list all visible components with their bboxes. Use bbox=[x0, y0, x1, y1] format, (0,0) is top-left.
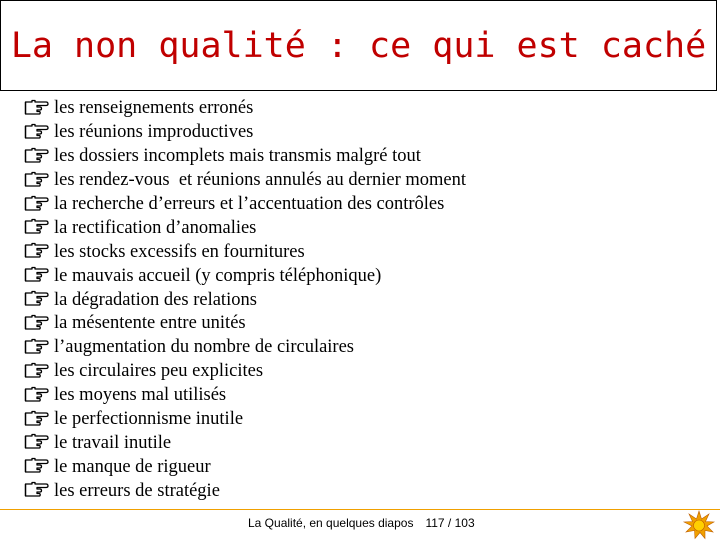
list-item bbox=[24, 193, 466, 217]
footer bbox=[248, 516, 475, 530]
pointing-hand-icon bbox=[24, 99, 54, 119]
list-item bbox=[24, 97, 466, 121]
pointing-hand-icon bbox=[24, 171, 54, 191]
list-item bbox=[24, 240, 466, 264]
list-item bbox=[24, 479, 466, 503]
list-item-text: les renseignements erronés bbox=[54, 98, 254, 119]
list-item-text: la rectification d’anomalies bbox=[54, 217, 257, 238]
pointing-hand-icon bbox=[24, 290, 54, 310]
list-item bbox=[24, 169, 466, 193]
bullet-list bbox=[24, 97, 466, 503]
list-item-text: la mésentente entre unités bbox=[54, 313, 246, 334]
pointing-hand-icon bbox=[24, 433, 54, 453]
list-item bbox=[24, 455, 466, 479]
footer-text: La Qualité, en quelques diapos bbox=[248, 516, 414, 530]
pointing-hand-icon bbox=[24, 410, 54, 430]
list-item bbox=[24, 431, 466, 455]
list-item-text: le mauvais accueil (y compris téléphonique) bbox=[54, 265, 382, 286]
list-item bbox=[24, 408, 466, 432]
list-item-text: la dégradation des relations bbox=[54, 289, 257, 310]
list-item-text: la recherche d’erreurs et l’accentuation des contrôles bbox=[54, 194, 445, 214]
list-item-text: les réunions improductives bbox=[54, 122, 254, 143]
pointing-hand-icon bbox=[24, 147, 54, 167]
list-item-text: le travail inutile bbox=[54, 432, 172, 453]
pointing-hand-icon bbox=[24, 314, 54, 334]
pointing-hand-icon bbox=[24, 457, 54, 477]
footer-divider bbox=[0, 509, 720, 510]
pointing-hand-icon bbox=[24, 481, 54, 501]
list-item bbox=[24, 360, 466, 384]
list-item bbox=[24, 216, 466, 240]
pointing-hand-icon bbox=[24, 242, 54, 262]
list-item-text: les erreurs de stratégie bbox=[54, 480, 220, 501]
list-item-text: les stocks excessifs en fournitures bbox=[54, 241, 305, 262]
slide-title: La non qualité : ce qui est caché bbox=[10, 25, 707, 66]
list-item-text: les circulaires peu explicites bbox=[54, 361, 264, 382]
list-item-text: les moyens mal utilisés bbox=[54, 385, 227, 406]
pointing-hand-icon bbox=[24, 195, 54, 215]
list-item bbox=[24, 145, 466, 169]
list-item-text: le perfectionnisme inutile bbox=[54, 409, 244, 430]
list-item bbox=[24, 384, 466, 408]
list-item bbox=[24, 264, 466, 288]
list-item bbox=[24, 336, 466, 360]
list-item-text: les rendez-vous et réunions annulés au dernier moment bbox=[54, 170, 467, 191]
list-item-text: les dossiers incomplets mais transmis malgré tout bbox=[54, 146, 421, 167]
list-item bbox=[24, 312, 466, 336]
pointing-hand-icon bbox=[24, 362, 54, 382]
list-item-text: le manque de rigueur bbox=[54, 456, 211, 477]
list-item-text: l’augmentation du nombre de circulaires bbox=[54, 337, 355, 358]
list-item bbox=[24, 121, 466, 145]
pointing-hand-icon bbox=[24, 123, 54, 143]
title-box bbox=[0, 0, 717, 91]
list-item bbox=[24, 288, 466, 312]
sun-icon bbox=[682, 510, 716, 540]
pointing-hand-icon bbox=[24, 266, 54, 286]
page-number: 117 / 103 bbox=[425, 516, 475, 530]
pointing-hand-icon bbox=[24, 386, 54, 406]
pointing-hand-icon bbox=[24, 218, 54, 238]
pointing-hand-icon bbox=[24, 338, 54, 358]
